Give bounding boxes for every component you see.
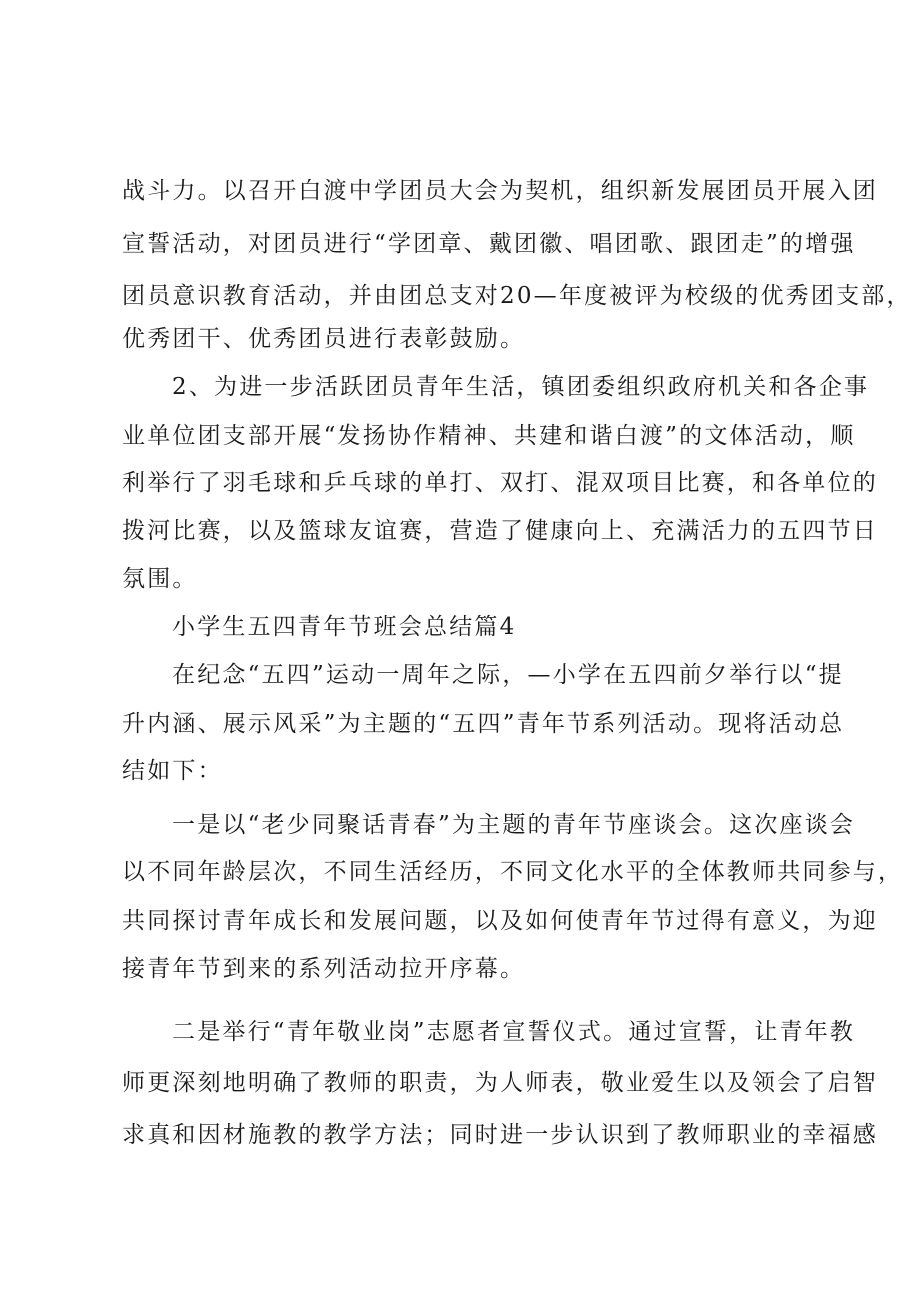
section-heading: 小学生五四青年节班会总结篇4 — [172, 614, 517, 640]
text-line: 拨河比赛，以及篮球友谊赛，营造了健康向上、充满活力的五四节日 — [122, 518, 878, 544]
text-line: 氛围。 — [122, 566, 198, 592]
text-line: 二是举行“青年敬业岗”志愿者宣誓仪式。通过宣誓，让青年教 — [172, 1019, 856, 1045]
text-line: 2、为进一步活跃团员青年生活，镇团委组织政府机关和各企事 — [172, 374, 870, 400]
text-line: 结如下： — [122, 758, 223, 784]
text-line: 业单位团支部开展“发扬协作精神、共建和谐白渡”的文体活动，顺 — [122, 423, 856, 449]
text-line: 利举行了羽毛球和乒乓球的单打、双打、混双项目比赛，和各单位的 — [122, 470, 878, 496]
text-line: 在纪念“五四”运动一周年之际，—小学在五四前夕举行以“提 — [172, 662, 844, 688]
text-line: 优秀团干、优秀团员进行表彰鼓励。 — [122, 326, 526, 352]
text-line: 升内涵、展示风采”为主题的“五四”青年节系列活动。现将活动总 — [122, 711, 845, 737]
text-line: 团员意识教育活动，并由团总支对20—年度被评为校级的优秀团支部， — [122, 283, 912, 309]
text-line: 师更深刻地明确了教师的职责，为人师表，敬业爱生以及领会了启智 — [122, 1070, 878, 1096]
text-line: 以不同年龄层次，不同生活经历，不同文化水平的全体教师共同参与， — [122, 859, 904, 885]
text-line: 共同探讨青年成长和发展问题，以及如何使青年节过得有意义，为迎 — [122, 908, 878, 934]
text-line: 宣誓活动，对团员进行“学团章、戴团徽、唱团歌、跟团走”的增强 — [122, 231, 856, 257]
text-line: 接青年节到来的系列活动拉开序幕。 — [122, 956, 526, 982]
text-line: 一是以“老少同聚话青春”为主题的青年节座谈会。这次座谈会 — [172, 812, 856, 838]
text-line: 求真和因材施教的教学方法；同时进一步认识到了教师职业的幸福感 — [122, 1122, 878, 1148]
text-line: 战斗力。以召开白渡中学团员大会为契机，组织新发展团员开展入团 — [122, 178, 878, 204]
